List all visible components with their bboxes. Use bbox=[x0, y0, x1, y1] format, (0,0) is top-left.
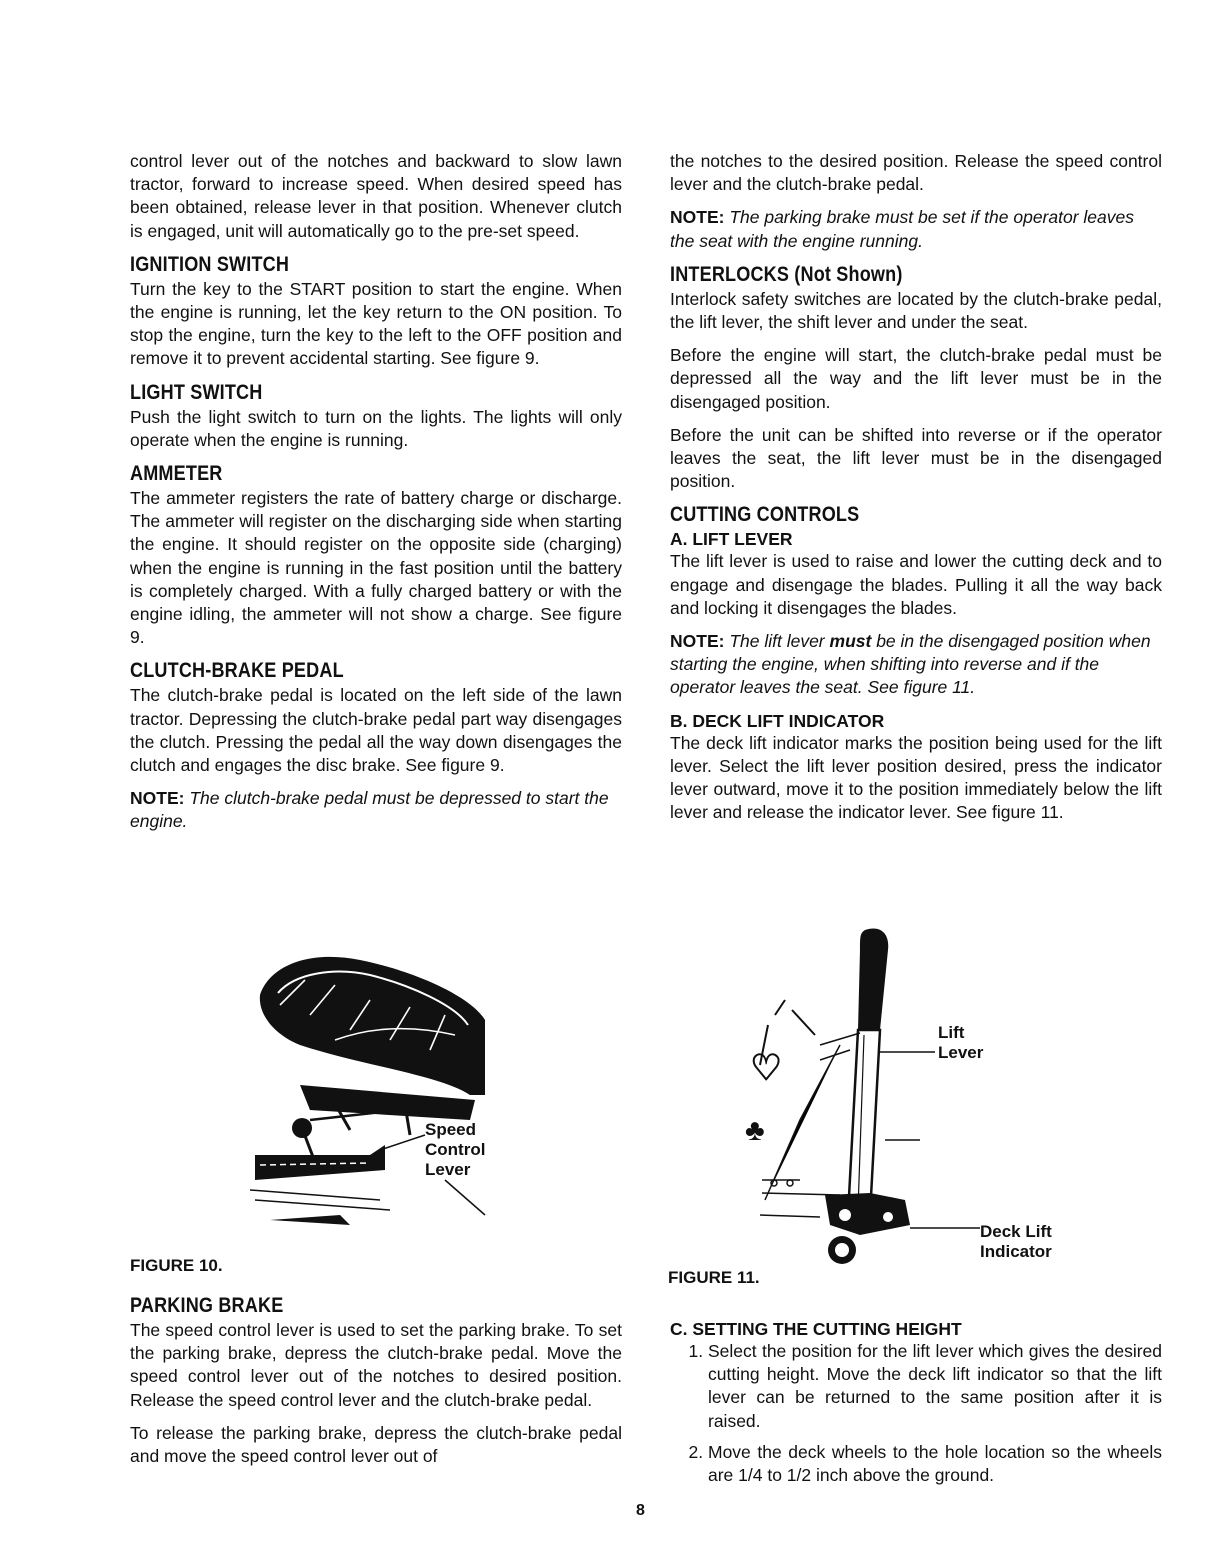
callout-line: Deck Lift bbox=[980, 1222, 1052, 1241]
lift-lever-note bbox=[670, 630, 1162, 700]
figure-11-lift-lever-illustration bbox=[740, 925, 980, 1285]
light-switch-text: Push the light switch to turn on the lights. The lights will only operate when the engine is running. bbox=[130, 406, 622, 450]
callout-line: Lift bbox=[938, 1023, 965, 1042]
figure-11-deck-lift-callout bbox=[980, 1222, 1052, 1262]
interlocks-heading: INTERLOCKS (Not Shown) bbox=[670, 262, 903, 286]
page-number: 8 bbox=[636, 1502, 645, 1519]
deck-lift-indicator-text: The deck lift indicator marks the position being used for the lift lever. Select the lift lever position desired, press the indicator lever outward, move it to the position immediately below the lift lever and release the indicator lever. See figure 11. bbox=[670, 732, 1162, 823]
svg-text:♣: ♣ bbox=[745, 1114, 765, 1147]
list-item: 1. Select the position for the lift lever which gives the desired cutting height. Move the deck lift indicator so that the lift lever can be returned to the same position after it is raised. bbox=[708, 1340, 1162, 1433]
svg-text:♡: ♡ bbox=[750, 1048, 783, 1088]
figure-11-label: FIGURE 11. bbox=[668, 1268, 760, 1287]
ignition-switch-text: Turn the key to the START position to start the engine. When the engine is running, let the key return to the ON position. To stop the engine, turn the key to the left to the OFF position and remove it to prevent accidental starting. See figure 9. bbox=[130, 278, 622, 369]
note-label: NOTE: bbox=[670, 207, 725, 228]
callout-line: Lever bbox=[938, 1043, 984, 1062]
note-label: NOTE: bbox=[130, 788, 185, 809]
list-item: 2. Move the deck wheels to the hole location so the wheels are 1/4 to 1/2 inch above the ground. bbox=[708, 1441, 1162, 1487]
callout-line: Lever bbox=[425, 1160, 471, 1179]
clutch-brake-text: The clutch-brake pedal is located on the left side of the lawn tractor. Depressing the clutch-brake pedal part way disengages the clutch. Pressing the pedal all the way down disengages the clutch and engages the disc brake. See figure 9. bbox=[130, 685, 622, 776]
callout-line: Control bbox=[425, 1140, 486, 1159]
right-column bbox=[670, 150, 1162, 834]
ignition-switch-heading: IGNITION SWITCH bbox=[130, 252, 290, 276]
parking-note bbox=[670, 206, 1162, 252]
callout-line: Indicator bbox=[980, 1242, 1052, 1261]
note-text: The lift lever bbox=[729, 631, 825, 652]
figure-10-label: FIGURE 10. bbox=[130, 1256, 223, 1275]
cutting-height-subheading: C. SETTING THE CUTTING HEIGHT bbox=[670, 1319, 962, 1339]
parking-brake-heading: PARKING BRAKE bbox=[130, 1294, 284, 1317]
note-label: NOTE: bbox=[670, 631, 725, 652]
clutch-note bbox=[130, 787, 622, 833]
lift-lever-subheading: A. LIFT LEVER bbox=[670, 529, 793, 550]
figure-10-callout bbox=[425, 1120, 485, 1180]
figure-11-lift-lever-callout bbox=[938, 1023, 983, 1063]
note-text: be in the disengaged position when starting the engine, when shifting into reverse and if the operator leaves the seat. See figure 11. bbox=[670, 631, 1151, 698]
light-switch-heading: LIGHT SWITCH bbox=[130, 380, 263, 404]
callout-line: Speed bbox=[425, 1120, 477, 1139]
intro-paragraph: control lever out of the notches and backward to slow lawn tractor, forward to increase speed. When desired speed has been obtained, release lever in that position. Whenever clutch is engaged, unit will automatically go to the pre-set speed. bbox=[130, 151, 622, 241]
ammeter-text: The ammeter registers the rate of battery charge or discharge. The ammeter will register on the discharging side when starting the engine. It should register on the opposite side (charging) when the engine is running in the fast position until the battery is completely charged. With a fully charged battery or with the engine idling, the ammeter will not show a charge. See figure 9. bbox=[130, 488, 622, 648]
interlocks-text: Before the unit can be shifted into reverse or if the operator leaves the seat, the lift lever must be in the disengaged position. bbox=[670, 424, 1162, 492]
interlocks-text: Interlock safety switches are located by the clutch-brake pedal, the lift lever, the shift lever and under the seat. bbox=[670, 288, 1162, 333]
ammeter-heading: AMMETER bbox=[130, 462, 223, 486]
parking-brake-release-text: To release the parking brake, depress the clutch-brake pedal and move the speed control lever out of bbox=[130, 1422, 622, 1467]
note-emphasis: must bbox=[829, 631, 872, 652]
lift-lever-text: The lift lever is used to raise and lower the cutting deck and to engage and disengage the blades. Pulling it all the way back and locking it disengages the blades. bbox=[670, 551, 1162, 618]
deck-lift-indicator-subheading: B. DECK LIFT INDICATOR bbox=[670, 710, 885, 731]
intro-paragraph: the notches to the desired position. Release the speed control lever and the clutch-brake pedal. bbox=[670, 151, 1162, 195]
cutting-height-steps bbox=[670, 1340, 1162, 1487]
interlocks-text: Before the engine will start, the clutch-brake pedal must be depressed all the way and the lift lever must be in the disengaged position. bbox=[670, 345, 1162, 412]
parking-brake-text: The speed control lever is used to set the parking brake. To set the parking brake, depress the clutch-brake pedal. Move the speed control lever out of the notches to desired position. Release the speed control lever and the clutch-brake pedal. bbox=[130, 1320, 622, 1410]
cutting-controls-heading: CUTTING CONTROLS bbox=[670, 503, 860, 527]
cutting-height-section bbox=[670, 1318, 1162, 1495]
note-text: The parking brake must be set if the operator leaves the seat with the engine running. bbox=[670, 207, 1134, 251]
note-text: The clutch-brake pedal must be depressed to start the engine. bbox=[130, 788, 609, 832]
figure-10-seat-illustration bbox=[240, 945, 510, 1230]
left-column bbox=[130, 150, 622, 844]
parking-brake-section bbox=[130, 1290, 622, 1478]
clutch-brake-heading: CLUTCH-BRAKE PEDAL bbox=[130, 659, 344, 683]
